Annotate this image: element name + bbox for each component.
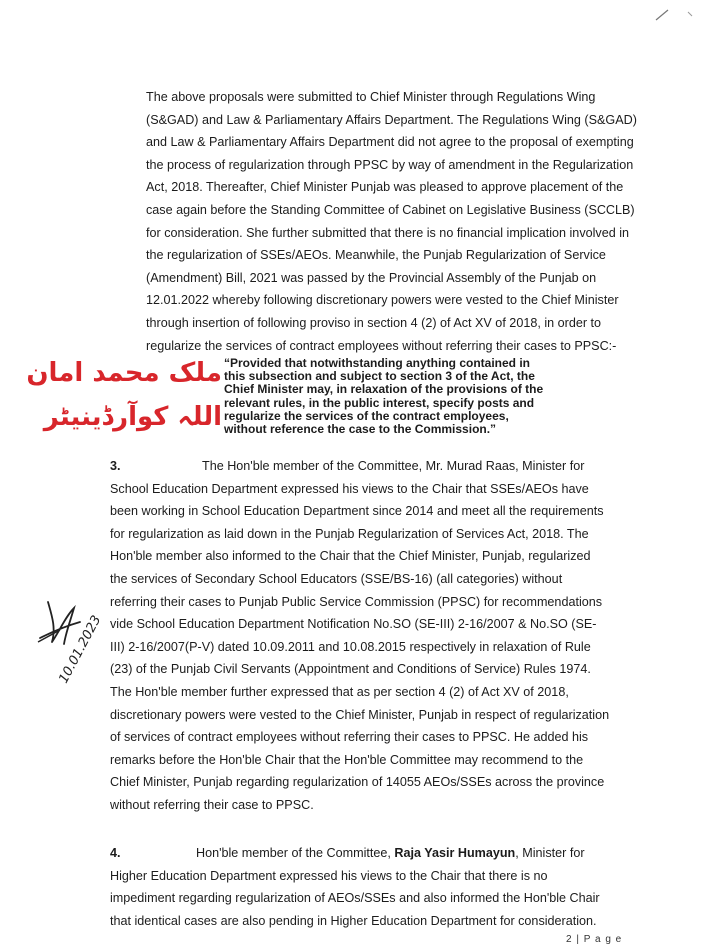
text-line: without referring their case to PPSC.: [110, 797, 314, 812]
text-line: of services of contract employees without referring their cases to PPSC. He added his: [110, 730, 589, 745]
text-line: for consideration. She further submitted that there is no financial implication involved in: [146, 225, 630, 240]
text-line: The above proposals were submitted to Chief Minister through Regulations Wing: [146, 90, 596, 104]
text-line: (Amendment) Bill, 2021 was passed by the Provincial Assembly of the Punjab on: [146, 270, 597, 285]
text-line: and Law & Parliamentary Affairs Department did not agree to the proposal of exempting: [146, 135, 634, 150]
text-line: Hon'ble member also informed to the Chair that the Chief Minister, Punjab, regularized: [110, 549, 591, 564]
text-line: 12.01.2022 whereby following discretionary powers were vested to the Chief Minister: [146, 293, 619, 308]
urdu-stamp-title: اللہ کوآرڈینیٹر: [43, 402, 222, 432]
text-line: Higher Education Department expressed his views to the Chair that there is no: [110, 868, 548, 883]
quote-line: “Provided that notwithstanding anything contained in: [224, 356, 530, 370]
quote-line: Chief Minister may, in relaxation of the provisions of the: [224, 382, 544, 397]
paragraph-first-line: [110, 455, 650, 478]
text-line: discretionary powers were vested to the Chief Minister, Punjab in respect of regularization: [110, 707, 610, 722]
quote-line: without reference the case to the Commission.”: [224, 422, 497, 437]
quote-line: relevant rules, in the public interest, specify posts and: [224, 395, 535, 410]
text-line: for regularization as laid down in the Punjab Regularization of Services Act, 2018. The: [110, 526, 589, 541]
corner-mark-icon: [650, 4, 710, 24]
quoted-proviso: [224, 357, 580, 436]
text-line: (S&GAD) and Law & Parliamentary Affairs Department. The Regulations Wing (S&GAD): [146, 112, 637, 127]
text-line: vide School Education Department Notification No.SO (SE-III) 2-16/2007 & No.SO (SE-: [110, 617, 597, 632]
page-number: 2 | P a g e: [566, 934, 623, 945]
text-line: , Minister for: [515, 846, 585, 860]
paragraph-proposals: [146, 86, 666, 357]
text-line: remarks before the Hon'ble Chair that the Hon'ble Committee may recommend to the: [110, 752, 584, 767]
text-line: case again before the Standing Committee of Cabinet on Legislative Business (SCCLB): [146, 202, 635, 217]
paragraph-number: 3.: [110, 459, 121, 473]
text-line: the process of regularization through PPSC by way of amendment in the Regularization: [146, 157, 634, 172]
paragraph-number: 4.: [110, 846, 121, 860]
text-line: Act, 2018. Thereafter, Chief Minister Punjab was pleased to approve placement of the: [146, 180, 624, 195]
text-line: Hon'ble member of the Committee,: [196, 846, 395, 860]
text-line: been working in School Education Department since 2014 and meet all the requirements: [110, 504, 604, 519]
text-line: (23) of the Punjab Civil Servants (Appointment and Conditions of Service) Rules 1974.: [110, 662, 591, 677]
paragraph-4: [110, 842, 650, 932]
signature-date: 10.01.2023: [56, 613, 105, 686]
text-line: School Education Department expressed his views to the Chair that SSEs/AEOs have: [110, 481, 589, 496]
text-line: the regularization of SSEs/AEOs. Meanwhile, the Punjab Regularization of Service: [146, 248, 606, 263]
text-line: impediment regarding regularization of AEOs/SSEs and also informed the Hon'ble Chair: [110, 891, 600, 906]
quote-line: regularize the services of the contract employees,: [224, 408, 509, 423]
text-line: regularize the services of contract employees without referring their cases to PPSC:-: [146, 338, 617, 353]
text-line: that identical cases are also pending in Higher Education Department for consideration.: [110, 913, 597, 928]
text-line: referring their cases to Punjab Public Service Commission (PPSC) for recommendations: [110, 594, 603, 609]
quote-line: this subsection and subject to section 3 of the Act, the: [224, 369, 535, 384]
paragraph-first-line: [110, 842, 650, 865]
urdu-stamp-name: ملک محمد امان: [26, 358, 222, 388]
text-line: III) 2-16/2007(P-V) dated 10.09.2011 and 10.08.2015 respectively in relaxation of Rule: [110, 639, 591, 654]
minister-name: Raja Yasir Humayun: [394, 846, 516, 860]
handwritten-signature-icon: [30, 572, 130, 692]
text-line: The Hon'ble member of the Committee, Mr. Murad Raas, Minister for: [202, 459, 585, 473]
text-line: The Hon'ble member further expressed that as per section 4 (2) of Act XV of 2018,: [110, 684, 569, 699]
text-line: Chief Minister, Punjab regarding regularization of 14055 AEOs/SSEs across the province: [110, 775, 605, 790]
text-line: the services of Secondary School Educators (SSE/BS-16) (all categories) without: [110, 571, 563, 586]
text-line: through insertion of following proviso in section 4 (2) of Act XV of 2018, in order to: [146, 315, 602, 330]
paragraph-3: [110, 455, 650, 817]
